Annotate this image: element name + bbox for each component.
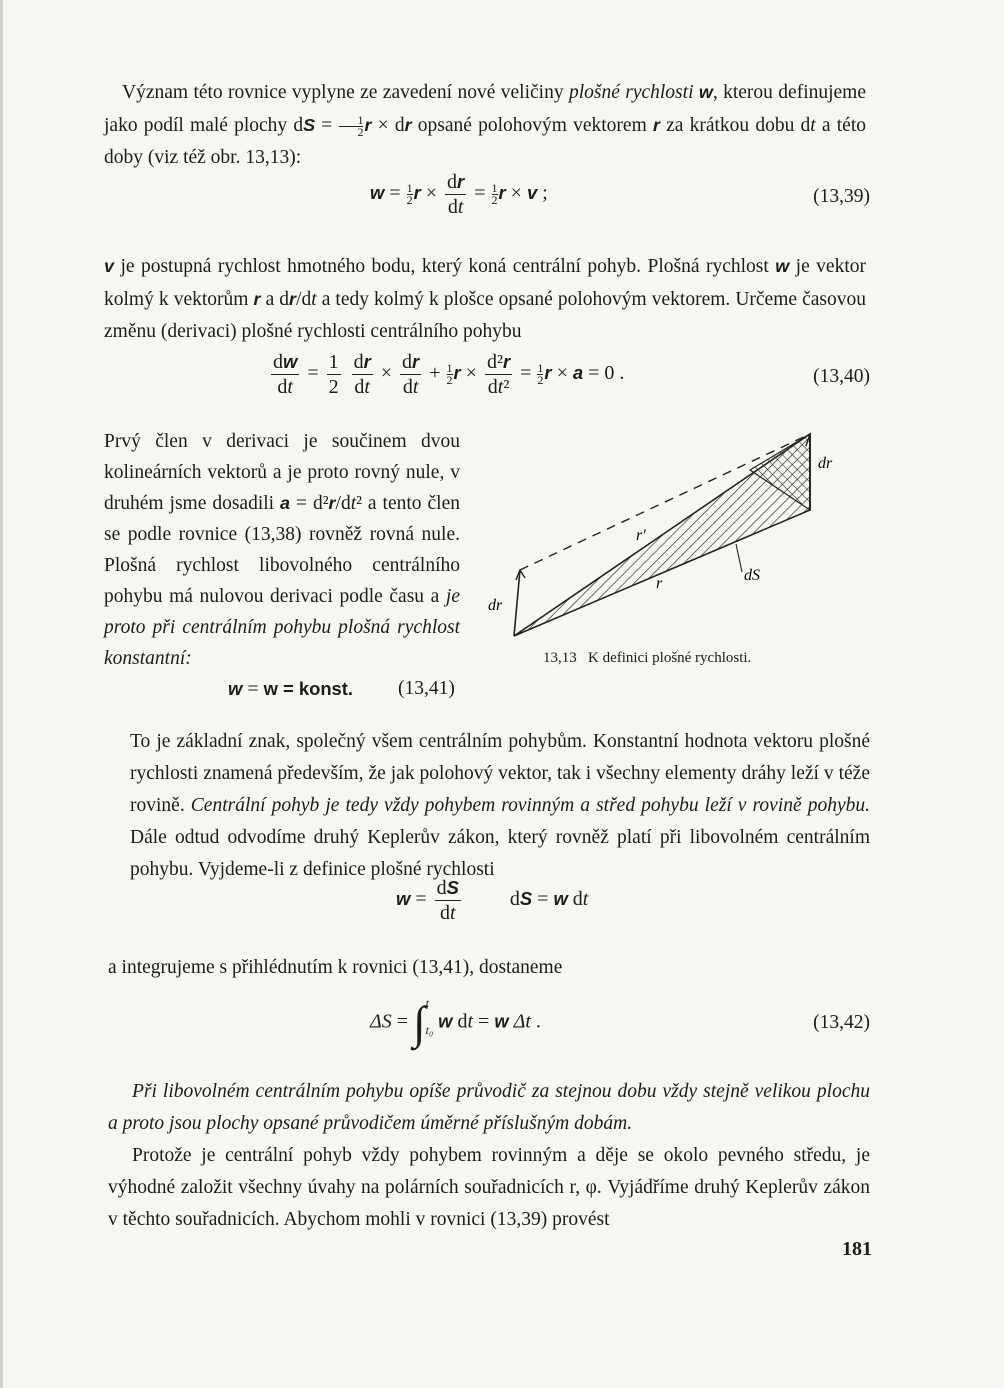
paragraph-5: a integrujeme s přihlédnutím k rovnici (13,41), dostaneme — [108, 957, 563, 978]
label-dr-top: dr — [818, 455, 833, 472]
paragraph-7: Protože je centrální pohyb vždy pohybem rovinným a děje se okolo pevného středu, je výhodné založit všechny úvahy na polárních souřadnicích r, φ. Vyjádříme druhý Keplerův zákon v těchto souřadnicích. Abychom mohli v rovnici (13,39) provést — [108, 1145, 870, 1230]
label-dS: dS — [744, 567, 760, 584]
paragraph-6: Při libovolném centrálním pohybu opíše průvodič za stejnou dobu vždy stejně velikou plochu a proto jsou plochy opsané průvodičem úměrné příslušným dobám. — [108, 1081, 870, 1134]
label-r-prime: r' — [636, 527, 646, 544]
equation-number: (13,40) — [813, 366, 870, 387]
label-dr-left: dr — [488, 597, 503, 614]
paragraph-2: v je postupná rychlost hmotného bodu, který koná centrální pohyb. Plošná rychlost w je vektor kolmý k vektorům r a dr/dt a tedy kolmý k plošce opsané polohovým vektorem. Určeme časovou změnu (derivaci) plošné rychlosti centrálního pohybu — [104, 256, 867, 342]
equation-13-40: $\frac{dw}{dt}$ = $\frac{1}{2}$ $\frac{dr}{dt}$ × $\frac{dr}{dt}$ + $\frac{1}{2}$ r × $\frac{\text{d²r}}{\text{dt²}}$ = $\frac{1}{2}$ r × a = 0 . (13,40) — [273, 351, 870, 398]
page-number: 181 — [842, 1238, 872, 1260]
equation-number: (13,39) — [813, 186, 870, 207]
equation-number: (13,42) — [813, 1012, 870, 1033]
equation-13-41: w = w = konst. (13,41) — [228, 678, 455, 700]
equation-13-42: ΔS = ∫ t t₀ w dt = w Δt . (13,42) — [370, 996, 870, 1048]
paragraph-4: To je základní znak, společný všem centrálním pohybům. Konstantní hodnota vektoru plošné rychlosti znamená především, že jak polohový vektor, tak i všechny elementy dráhy leží v téže rovině. Centrální pohyb je tedy vždy pohybem rovinným a střed pohybu leží v rovině pohybu. Dále odtud odvodíme druhý Keplerův zákon, který rovněž platí při libovolném centrálním pohybu. Vyjdeme-li z definice plošné rychlosti — [130, 731, 870, 880]
label-r: r — [656, 575, 663, 592]
equation-w-dS-dt: w = $\frac{dS}{dt}$ dS = w dt — [396, 877, 589, 924]
figure-13-13 — [480, 420, 860, 652]
equation-13-39: w = $\frac{1}{2}$ r × $\frac{dr}{dt}$ = $\frac{1}{2}$ r × v ; (13,39) — [370, 171, 870, 218]
figure-caption: 13,13 K definici plošné rychlosti. — [543, 650, 752, 666]
paragraph-1: Význam této rovnice vyplyne ze zavedení nové veličiny plošné rychlosti w, kterou definujeme jako podíl malé plochy dS = $\frac{1}{2}$ r × dr opsané polohovým vektorem r za krátkou dobu dt a této doby (viz též obr. 13,13): — [104, 82, 867, 168]
konst-text: w = konst. — [263, 678, 354, 699]
paragraph-3: Prvý člen v derivaci je součinem dvou kolineárních vektorů a je proto rovný nule, v druhém jsme dosadili a = d²r/dt² a tento člen se podle rovnice (13,38) rovněž rovná nule. Plošná rychlost libovolného centrálního pohybu má nulovou derivaci podle času a je proto při centrálním pohybu plošná rychlost konstantní: — [104, 431, 460, 669]
equation-number: (13,41) — [398, 678, 455, 699]
dr-left-vector — [514, 570, 520, 636]
